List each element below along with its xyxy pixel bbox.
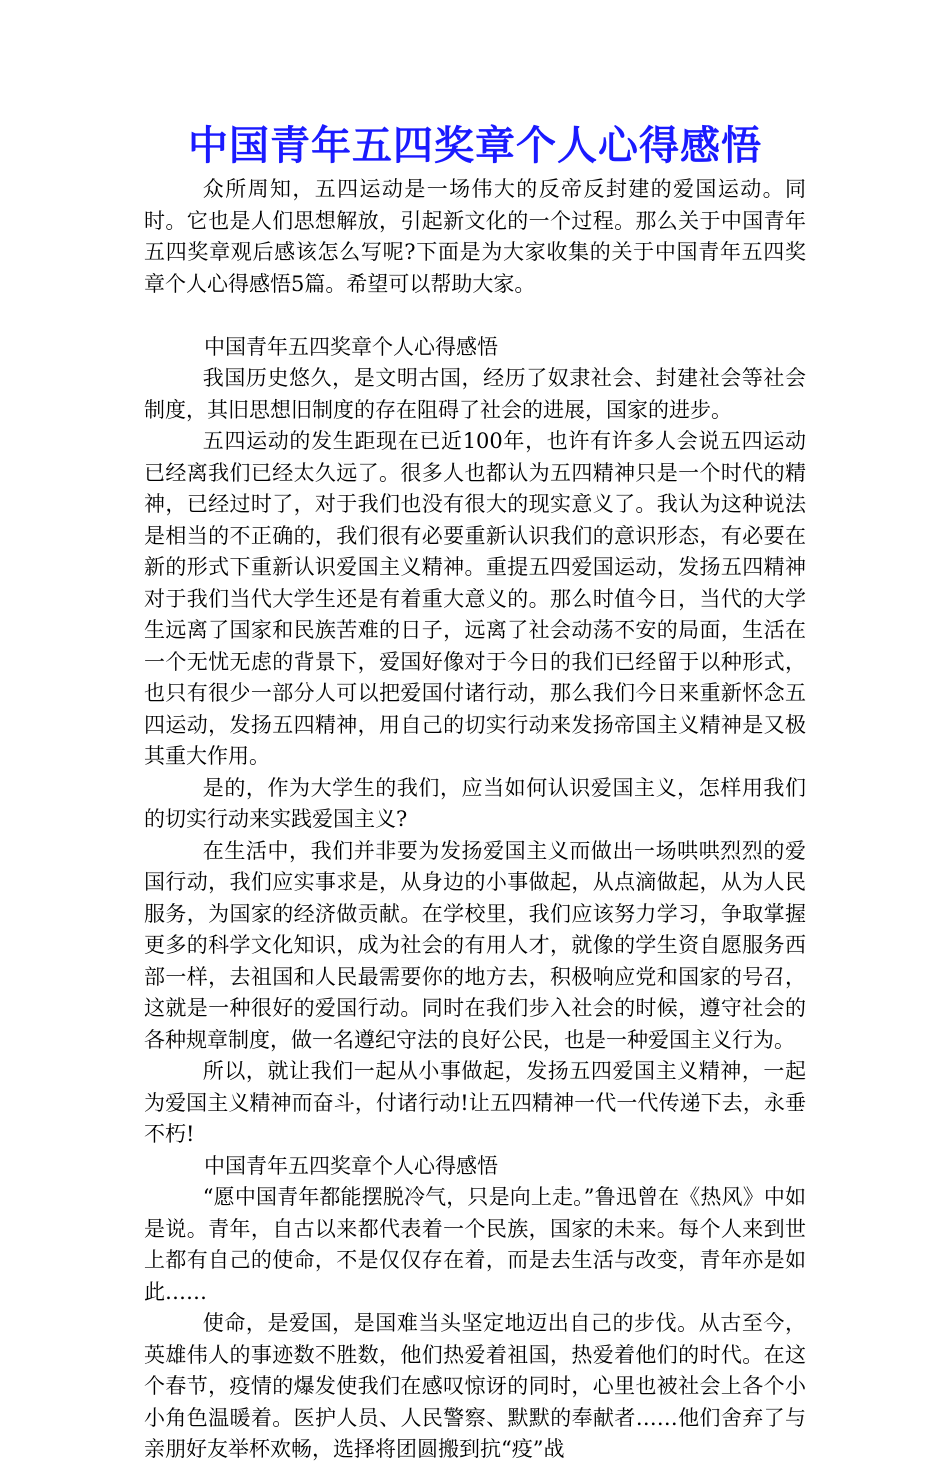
intro-paragraph: 众所周知，五四运动是一场伟大的反帝反封建的爱国运动。同时。它也是人们思想解放，引起新文化的一个过程。那么关于中国青年五四奖章观后感该怎么写呢?下面是为大家收集的关于中国青年五四奖章个人心得感悟5篇。希望可以帮助大家。 [144, 177, 806, 296]
document-title: 中国青年五四奖章个人心得感悟 [188, 123, 762, 169]
body-paragraph: 我国历史悠久，是文明古国，经历了奴隶社会、封建社会等社会制度，其旧思想旧制度的存在阻碍了社会的进展，国家的进步。 [144, 366, 806, 422]
blank-line [144, 300, 806, 332]
body-paragraph: 所以，就让我们一起从小事做起，发扬五四爱国主义精神，一起为爱国主义精神而奋斗，付诸行动!让五四精神一代一代传递下去，永垂不朽! [144, 1059, 806, 1146]
document-page [144, 118, 806, 1466]
body-paragraph: 使命，是爱国，是国难当头坚定地迈出自己的步伐。从古至今，英雄伟人的事迹数不胜数，他们热爱着祖国，热爱着他们的时代。在这个春节，疫情的爆发使我们在感叹惊讶的同时，心里也被社会上各个小小角色温暖着。医护人员、人民警察、默默的奉献者……他们舍弃了与亲朋好友举杯欢畅，选择将团圆搬到抗“疫”战 [144, 1311, 806, 1461]
section-heading-2: 中国青年五四奖章个人心得感悟 [204, 1153, 498, 1178]
body-paragraph: “愿中国青年都能摆脱冷气，只是向上走。”鲁迅曾在《热风》中如是说。青年，自古以来都代表着一个民族，国家的未来。每个人来到世上都有自己的使命，不是仅仅存在着，而是去生活与改变，青年亦是如此…… [144, 1185, 806, 1304]
body-paragraph: 五四运动的发生距现在已近100年，也许有许多人会说五四运动已经离我们已经太久远了。很多人也都认为五四精神只是一个时代的精神，已经过时了，对于我们也没有很大的现实意义了。我认为这种说法是相当的不正确的，我们很有必要重新认识我们的意识形态，有必要在新的形式下重新认识爱国主义精神。重提五四爱国运动，发扬五四精神对于我们当代大学生还是有着重大意义的。那么时值今日，当代的大学生远离了国家和民族苦难的日子，远离了社会动荡不安的局面，生活在一个无忧无虑的背景下，爱国好像对于今日的我们已经留于以种形式，也只有很少一部分人可以把爱国付诸行动，那么我们今日来重新怀念五四运动，发扬五四精神，用自己的切实行动来发扬帝国主义精神是又极其重大作用。 [144, 429, 806, 768]
section-heading-1: 中国青年五四奖章个人心得感悟 [204, 334, 498, 359]
body-paragraph: 是的，作为大学生的我们，应当如何认识爱国主义，怎样用我们的切实行动来实践爱国主义? [144, 775, 806, 831]
body-paragraph: 在生活中，我们并非要为发扬爱国主义而做出一场哄哄烈烈的爱国行动，我们应实事求是，从身边的小事做起，从点滴做起，从为人民服务，为国家的经济做贡献。在学校里，我们应该努力学习，争取掌握更多的科学文化知识，成为社会的有用人才，就像的学生资自愿服务西部一样，去祖国和人民最需要你的地方去，积极响应党和国家的号召，这就是一种很好的爱国行动。同时在我们步入社会的时候，遵守社会的各种规章制度，做一名遵纪守法的良好公民，也是一种爱国主义行为。 [144, 838, 806, 1052]
